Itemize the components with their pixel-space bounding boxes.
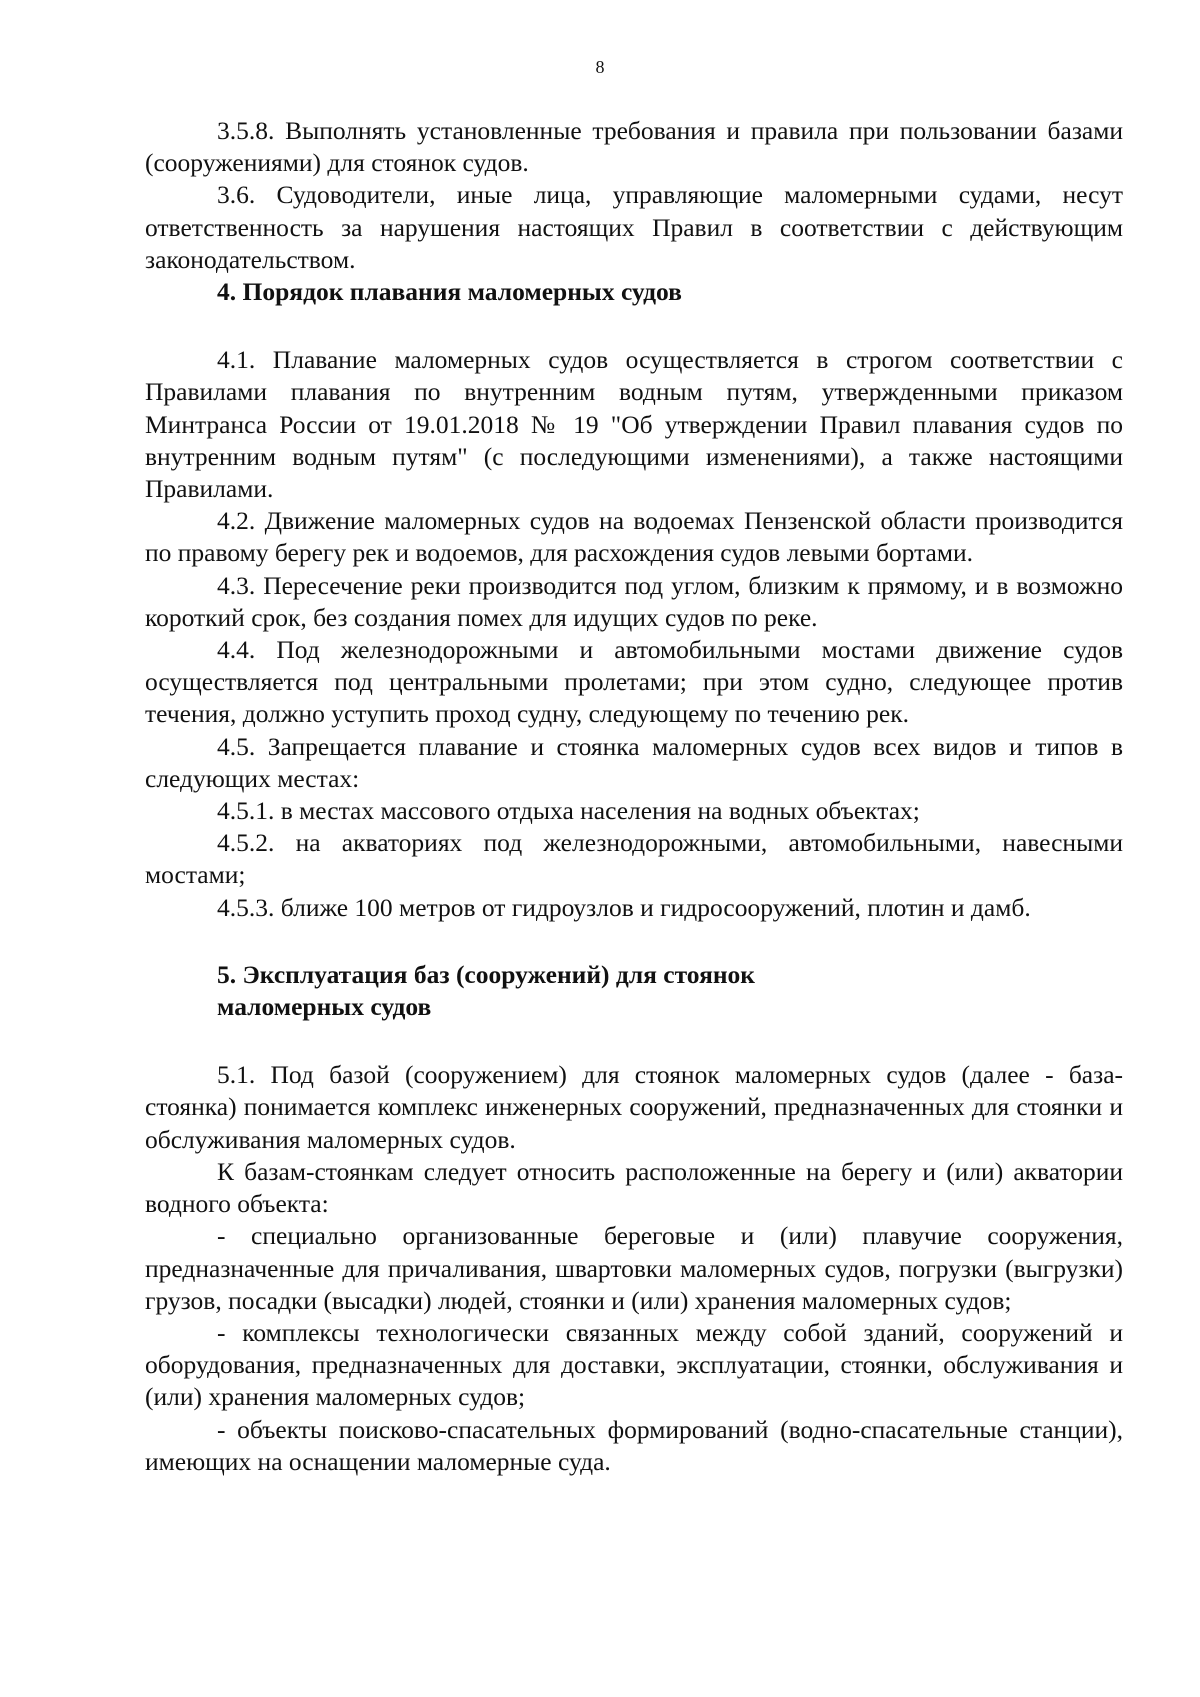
paragraph-3-6: 3.6. Судоводители, иные лица, управляющие маломерными судами, несут ответственность за нарушения настоящих Правил в соответствии с действующим законодательством. [145, 180, 1123, 274]
paragraph-4-5-1: 4.5.1. в местах массового отдыха населения на водных объектах; [217, 796, 920, 826]
paragraph-4-3: 4.3. Пересечение реки производится под углом, близким к прямому, и в возможно короткий срок, без создания помех для идущих судов по реке. [145, 570, 1123, 632]
paragraph-4-2: 4.2. Движение маломерных судов на водоемах Пензенской области производится по правому берегу рек и водоемов, для расхождения судов левыми бортами. [145, 506, 1123, 568]
paragraph-bases-intro: К базам-стоянкам следует относить расположенные на берегу и (или) акватории водного объекта: [145, 1156, 1123, 1219]
section-5-heading [145, 959, 1123, 1023]
paragraph-4-5: 4.5. Запрещается плавание и стоянка маломерных судов всех видов и типов в следующих местах: [145, 731, 1123, 793]
paragraph-4-4: 4.4. Под железнодорожными и автомобильными мостами движение судов осуществляется под центральными пролетами; при этом судно, следующее против течения, должно уступить проход судну, следующему по течению рек. [145, 635, 1123, 729]
page-number: 8 [595, 57, 605, 77]
paragraph-3-5-8: 3.5.8. Выполнять установленные требования и правила при пользовании базами (сооружениями) для стоянок судов. [145, 116, 1123, 178]
document-body [145, 115, 1123, 1478]
list-item-building-complexes: - комплексы технологически связанных между собой зданий, сооружений и оборудования, предназначенных для доставки, эксплуатации, стоянки, обслуживания и (или) хранения маломерных судов; [145, 1317, 1123, 1412]
section-4-heading: 4. Порядок плавания маломерных судов [217, 277, 682, 307]
section-4-body [145, 344, 1123, 924]
paragraph-4-5-2: 4.5.2. на акваториях под железнодорожными, автомобильными, навесными мостами; [145, 828, 1123, 890]
list-item-rescue-facilities: - объекты поисково-спасательных формирований (водно-спасательные станции), имеющих на оснащении маломерные суда. [145, 1414, 1123, 1476]
section-5-body [145, 1059, 1123, 1478]
list-item-coastal-structures: - специально организованные береговые и (или) плавучие сооружения, предназначенные для причаливания, швартовки маломерных судов, погрузки (выгрузки) грузов, посадки (высадки) людей, стоянки и (или) хранения маломерных судов; [145, 1221, 1123, 1315]
paragraph-4-1: 4.1. Плавание маломерных судов осуществляется в строгом соответствии с Правилами плавания по внутренним водным путям, утвержденными приказом Минтранса России от 19.01.2018 № 19 "Об утверждении Правил плавания судов по внутренним водным путям" (с последующими изменениями), а также настоящими Правилами. [145, 345, 1123, 504]
section-5-heading-line-2: маломерных судов [217, 992, 432, 1022]
section-5-heading-line-1: 5. Эксплуатация баз (сооружений) для стоянок [217, 959, 756, 989]
paragraph-5-1: 5.1. Под базой (сооружением) для стоянок маломерных судов (далее - база-стоянка) понимается комплекс инженерных сооружений, предназначенных для стоянки и обслуживания маломерных судов. [145, 1060, 1123, 1154]
paragraph-4-5-3: 4.5.3. ближе 100 метров от гидроузлов и гидросооружений, плотин и дамб. [217, 892, 1031, 922]
